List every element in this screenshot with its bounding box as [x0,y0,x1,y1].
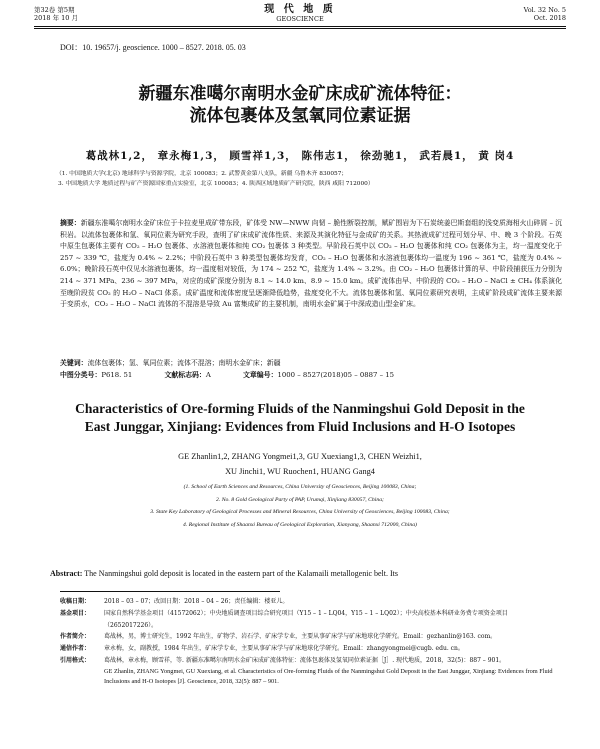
title-cn [0,83,600,127]
abstract-en-label: Abstract: [50,569,83,578]
footnote-text: 国家自然科学基金项目（41572062）；中央地质调查项目综合研究项目（Y15 – 1 – LQ04，Y15 – 1 – LQ02）；中央高校基本科研业务费专项资金项目（2652017226）。 [104,609,508,629]
header-center [34,4,566,23]
title-en-line1: Characteristics of Ore-forming Fluids of the Nanmingshui Gold Deposit in the [75,401,525,416]
footnote-citation [60,655,560,688]
authors-en [0,449,600,479]
footnote-text: 葛战林，章永梅，顾雪祥，等. 新疆东准噶尔南明水金矿床成矿流体特征：流体包裹体及氢氧同位素证据［J］. 现代地质，2018，32(5)：887 – 901。 [104,656,506,664]
footnote-received [60,596,560,608]
title-cn-line1: 新疆东准噶尔南明水金矿床成矿流体特征： [138,84,462,104]
clc-value: P618. 51 [101,371,133,379]
affiliation-en-line: 4. Regional Institute of Shaanxi Bureau of Geological Exploration, Xianyang, Shaanxi 712000, China) [183,521,417,528]
volume-cn: 第32卷 第5期 [34,6,75,14]
footnote-text: 2018 – 03 – 07；改回日期：2018 – 04 – 26；责任编辑：楼亚儿。 [104,598,289,605]
abstract-cn-text: 新疆东准噶尔南明水金矿床位于卡拉麦里成矿带东段，矿体受 NW—NWW 向韧 – 脆性断裂控制，赋矿围岩为下石炭统姜巴斯套组的浅变质海相火山碎屑 – 沉积岩。以流体包裹体和氢、氧同位素为研究手段，查明了矿床成矿流体性质、来源及其演化特征与金成矿的关系。其热液成矿过程可划分早、中、晚 3 个阶段。石英中原生包裹体主要有 CO₂ – H₂O 包裹体、水溶液包裹体和纯 CO₂ 包裹体 3 种类型。早阶段石英中以 CO₂ – H₂O 包裹体和纯 CO₂ 包裹体为主，均一温度变化于 257 ~ 339 ℃，盐度为 0.4% ~ 2.2%；中阶段石英中 3 种类型包裹体均发育，CO₂ – H₂O 包裹体和水溶液包裹体均一温度为 196 ~ 361 ℃，盐度为 0.4% ~ 6.0%；晚阶段石英中仅见水溶液包裹体，均一温度相对较低，为 174 ~ 252 ℃，盐度为 1.4% ~ 3.2%。由 CO₂ – H₂O 包裹体计算的早、中阶段捕获压力分别为 214 ~ 371 MPa、236 ~ 397 MPa，对应的成矿深度分别为 8.1 ~ 14.0 km、8.9 ~ 15.0 km。成矿流体由早、中阶段的 CO₂ – H₂O – NaCl ± CH₄ 体系演化至晚阶段贫 CO₂ 的 H₂O – NaCl 体系。成矿温度和流体密度呈逐渐降低趋势，盐度变化不大。流体包裹体和氢、氧同位素研究表明，主成矿阶段成矿流体主要来源于变质水，CO₂ – H₂O – NaCl 流体的不混溶是导致 Au 富集成矿的主要机制，南明水金矿属于中深成造山型金矿床。 [60,219,563,309]
art-value: 1000 – 8527(2018)05 – 0887 – 15 [277,371,395,379]
doc-value: A [205,371,211,379]
affiliation-en-line: 2. No. 8 Gold Geological Party of PAP, Urumqi, Xinjiang 830057, China; [216,496,384,503]
affiliations-en [40,481,560,531]
header-rule-thin [34,28,566,29]
keywords-cn [60,358,562,370]
doc-code [164,371,210,379]
keywords-cn-label: 关键词： [60,359,88,367]
abstract-cn [60,218,562,311]
footnote-label: 收稿日期： [60,598,91,605]
footnote-corresponding [60,643,560,655]
affiliation-en-line: 3. State Key Laboratory of Geological Processes and Mineral Resources, China University of Geosciences, Beijing 100083, China; [150,509,450,515]
doc-label: 文献标志码： [164,371,206,379]
title-cn-line2: 流体包裹体及氢氧同位素证据 [189,106,411,126]
title-en [40,400,560,436]
footnote-text: 葛战林，男，博士研究生，1992 年出生，矿物学、岩石学、矿床学专业，主要从事矿床学与矿床地球化学研究。Email：gezhanlin@163. com。 [104,633,497,641]
footnote-label: 引用格式： [60,656,91,664]
abstract-en [50,569,562,578]
clc-number [60,371,132,379]
affiliations-cn [56,170,560,189]
authors-en-line2: XU Jinchi1, WU Ruochen1, HUANG Gang4 [225,467,375,476]
footnote-funding [60,608,560,632]
date-en: Oct. 2018 [533,14,566,22]
abstract-en-text: The Nanmingshui gold deposit is located in the eastern part of the Kalamaili metallogenic belt. Its [84,569,398,578]
footnote-text: 章永梅，女，副教授，1984 年出生，矿床学专业，主要从事矿床学与矿床地球化学研究。Email：zhangyongmei@cugb. edu. cn。 [104,645,464,653]
authors-en-line1: GE Zhanlin1,2, ZHANG Yongmei1,3, GU Xuexiang1,3, CHEN Weizhi1, [178,452,422,461]
footnote-rule [60,591,280,592]
footnote-author-bio [60,631,560,643]
footnotes [60,596,560,688]
journal-name-en: GEOSCIENCE [276,15,324,23]
affiliation-en-line: (1. School of Earth Sciences and Resources, China University of Geosciences, Beijing 100083, China; [183,484,417,490]
keywords-cn-text: 流体包裹体；氢、氧同位素；流体不混溶；南明水金矿床；新疆 [87,359,281,367]
title-en-line2: East Junggar, Xinjiang: Evidences from Fluid Inclusions and H-O Isotopes [84,419,516,434]
footnote-citation-en: GE Zhanlin, ZHANG Yongmei, GU Xuexiang, et al. Characteristics of Ore-forming Fluids of the Nanmingshui Gold Deposit in the East Junggar, Xinjiang: Evidences from Fluid Inclusions and H-O Isotopes [J]. Geoscience, 2018, 32(5): 887 – 901. [104,667,553,686]
abstract-cn-label: 摘要： [60,219,81,227]
art-label: 文章编号： [243,371,278,379]
affiliation-cn-line: （1. 中国地质大学(北京) 地球科学与资源学院，北京 100083；2. 武警黄金第八支队，新疆 乌鲁木齐 830057； [56,171,348,177]
running-header [34,4,566,28]
header-rule [34,26,566,27]
footnote-label: 通信作者： [60,645,91,653]
footnote-label: 基金项目： [60,609,91,617]
date-cn: 2018 年 10 月 [34,14,79,22]
volume-en: Vol. 32 No. 5 [523,6,566,14]
journal-name-cn: 现 代 地 质 [264,4,336,15]
authors-cn: 葛战林1,2， 章永梅1,3， 顾雪祥1,3， 陈伟志1， 徐劲驰1， 武若晨1， 黄 岗4 [85,150,515,162]
article-number [243,371,394,379]
header-right [524,6,566,22]
classification-line [60,370,562,382]
doi: DOI：10. 19657/j. geoscience. 1000 – 8527. 2018. 05. 03 [60,43,246,52]
footnote-label: 作者简介： [60,633,91,641]
clc-label: 中图分类号： [60,371,102,379]
affiliation-cn-line: 3. 中国地质大学 地质过程与矿产资源国家重点实验室，北京 100083；4. 陕西区域地质矿产研究院，陕西 咸阳 712000） [58,180,374,187]
